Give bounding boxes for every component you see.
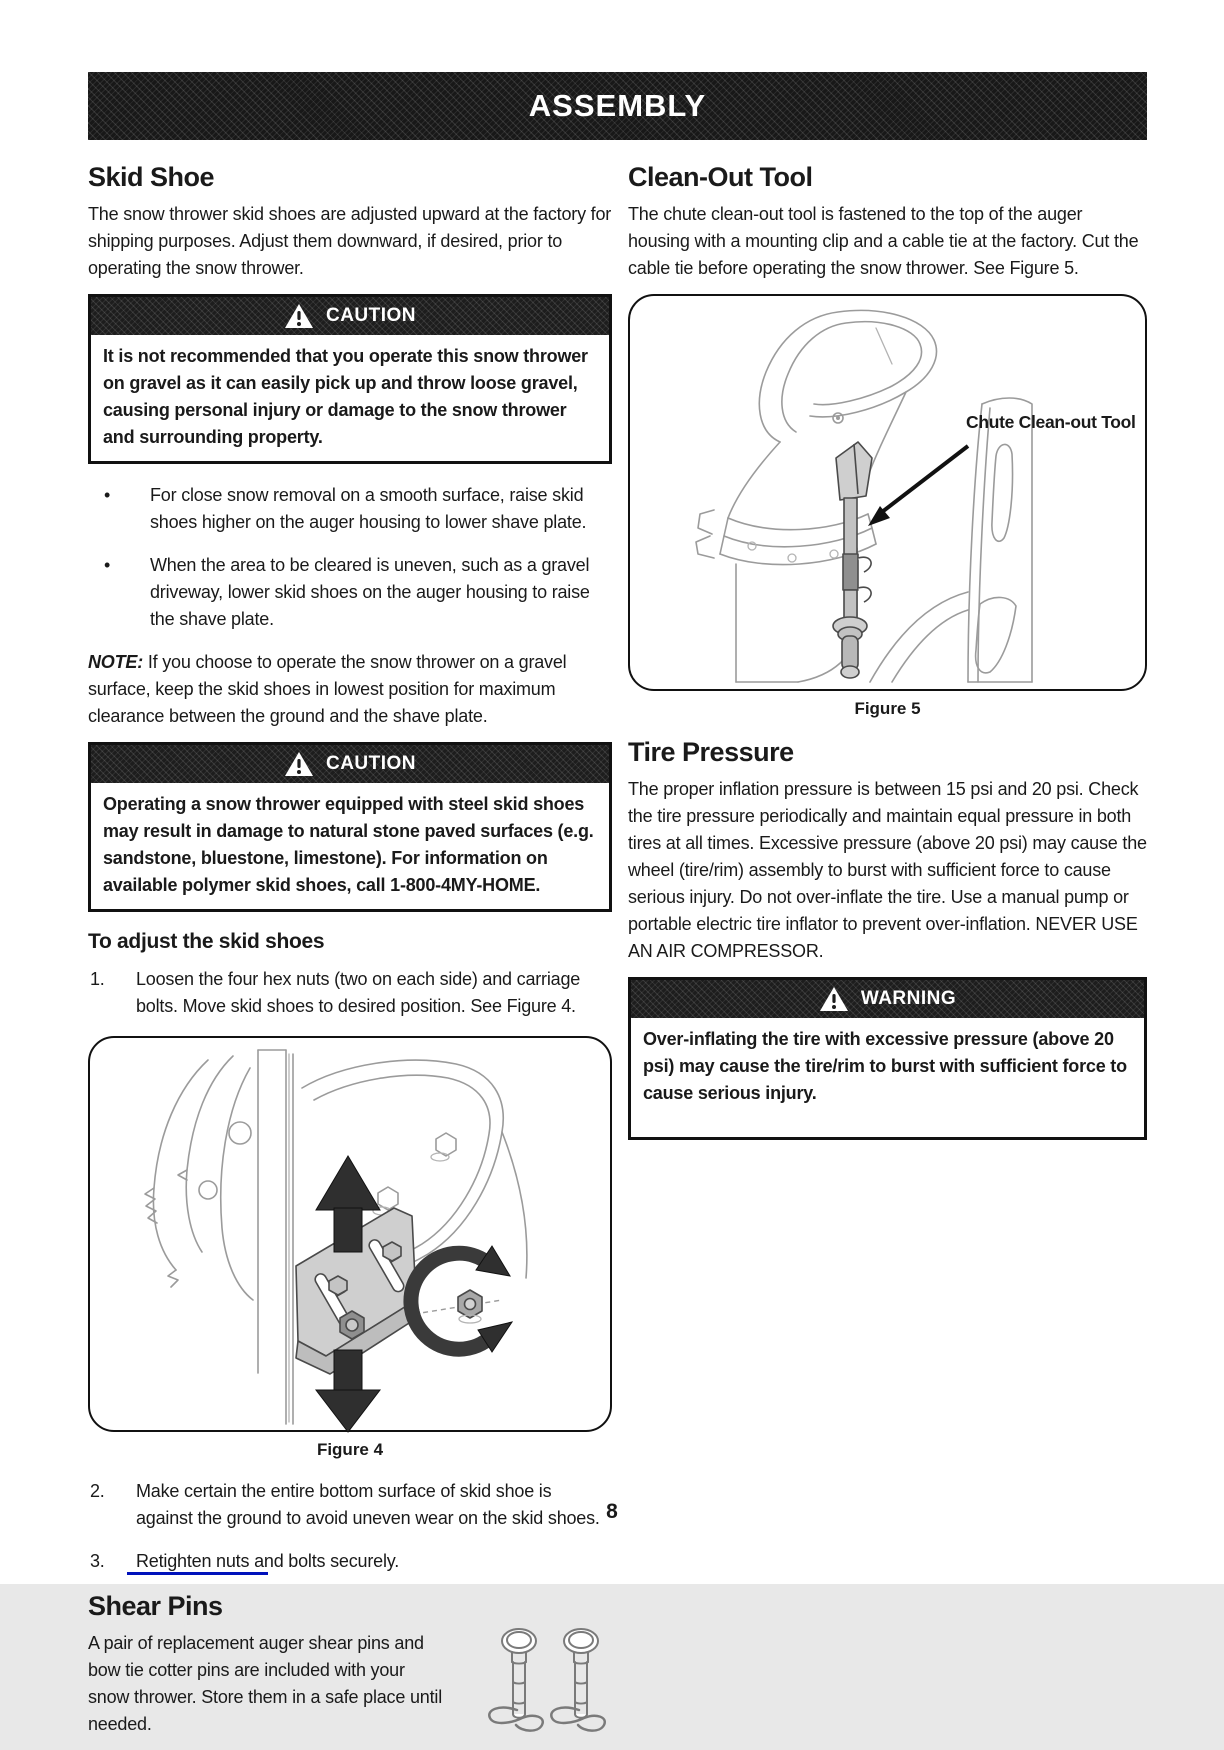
figure-5-illustration xyxy=(628,294,1147,691)
bullet-glyph: • xyxy=(104,485,111,505)
step-number: 1. xyxy=(90,969,105,989)
bullet-text: For close snow removal on a smooth surface, raise skid shoes higher on the auger housing to lower shave plate. xyxy=(150,485,587,532)
step-item xyxy=(88,1548,612,1575)
note-text: If you choose to operate the snow thrower on a gravel surface, keep the skid shoes in lowest position for maximum clearance between the ground and the shave plate. xyxy=(88,652,567,726)
clean-out-tool-heading: Clean-Out Tool xyxy=(628,162,813,192)
caution-box-surfaces xyxy=(88,742,612,912)
page-number: 8 xyxy=(606,1500,618,1523)
chute-drawing xyxy=(630,296,1145,685)
shear-pins-drawing xyxy=(474,1622,624,1750)
section-banner xyxy=(88,72,1147,140)
caution-label: CAUTION xyxy=(325,305,417,326)
warning-body: Over-inflating the tire with excessive pressure (above 20 psi) may cause the tire/rim to burst with sufficient force to cause serious injury. xyxy=(643,1029,1127,1103)
adjust-skid-shoes-heading: To adjust the skid shoes xyxy=(88,930,325,953)
bullet-item xyxy=(88,482,612,536)
warning-box-tire xyxy=(628,977,1147,1140)
footer-underline xyxy=(127,1572,268,1575)
caution-body: It is not recommended that you operate this snow thrower on gravel as it can easily pick up and throw loose gravel, causing personal injury or damage to the snow thrower and surrounding property. xyxy=(103,346,588,447)
figure-5-caption: Figure 5 xyxy=(854,699,921,718)
skid-shoe-heading: Skid Shoe xyxy=(88,162,215,192)
warning-triangle-icon xyxy=(284,303,314,329)
step-item xyxy=(88,966,612,1020)
tire-pressure-text: The proper inflation pressure is between 15 psi and 20 psi. Check the tire pressure periodically and maintain equal pressure in both tires at all times. Excessive pressure (above 20 psi) may cause the wheel (tire/rim) assembly to burst with sufficient force to cause serious injury. Do not over-inflate the tire. Use a manual pump or portable electric tire inflator to prevent over-inflation. NEVER USE AN AIR COMPRESSOR. xyxy=(628,779,1147,961)
step-text: Make certain the entire bottom surface of skid shoe is against the ground to avoid uneven wear on the skid shoes. xyxy=(136,1481,600,1528)
warning-triangle-icon xyxy=(284,751,314,777)
bullet-item xyxy=(88,552,612,633)
figure-4-illustration xyxy=(88,1036,612,1432)
tire-pressure-heading: Tire Pressure xyxy=(628,737,794,767)
skid-shoe-intro: The snow thrower skid shoes are adjusted upward at the factory for shipping purposes. Adjust them downward, if desired, prior to operating the snow thrower. xyxy=(88,204,612,278)
shear-pins-heading: Shear Pins xyxy=(88,1591,223,1621)
chute-clean-out-tool-label: Chute Clean-out Tool xyxy=(966,412,1136,432)
step-number: 3. xyxy=(90,1551,105,1571)
clean-out-tool-intro: The chute clean-out tool is fastened to the top of the auger housing with a mounting clip and a cable tie at the factory. Cut the cable tie before operating the snow thrower. See Figure 5. xyxy=(628,204,1139,278)
bullet-text: When the area to be cleared is uneven, such as a gravel driveway, lower skid shoes on the auger housing to raise the shave plate. xyxy=(150,555,590,629)
note-paragraph xyxy=(88,649,612,730)
bullet-glyph: • xyxy=(104,555,111,575)
caution-header xyxy=(91,297,609,335)
shear-pins-block xyxy=(88,1630,612,1750)
warning-label: WARNING xyxy=(860,988,957,1009)
skid-shoe-drawing xyxy=(90,1038,610,1426)
section-banner-title: ASSEMBLY xyxy=(528,88,707,123)
figure-4-caption: Figure 4 xyxy=(316,1440,384,1459)
note-label: NOTE: xyxy=(88,652,143,672)
caution-box-gravel xyxy=(88,294,612,464)
shear-pins-text: A pair of replacement auger shear pins and bow tie cotter pins are included with your snow thrower. Store them in a safe place until needed. xyxy=(88,1633,442,1734)
step-text: Loosen the four hex nuts (two on each side) and carriage bolts. Move skid shoes to desired position. See Figure 4. xyxy=(136,969,581,1016)
caution-label: CAUTION xyxy=(325,753,417,774)
caution-header xyxy=(91,745,609,783)
step-text: Retighten nuts and bolts securely. xyxy=(136,1551,400,1571)
step-number: 2. xyxy=(90,1481,105,1501)
caution-body: Operating a snow thrower equipped with steel skid shoes may result in damage to natural stone paved surfaces (e.g. sandstone, bluestone, limestone). For information on available polymer skid shoes, call 1-800-4MY-HOME. xyxy=(103,794,594,895)
warning-header xyxy=(631,980,1144,1018)
warning-triangle-icon xyxy=(819,986,849,1012)
